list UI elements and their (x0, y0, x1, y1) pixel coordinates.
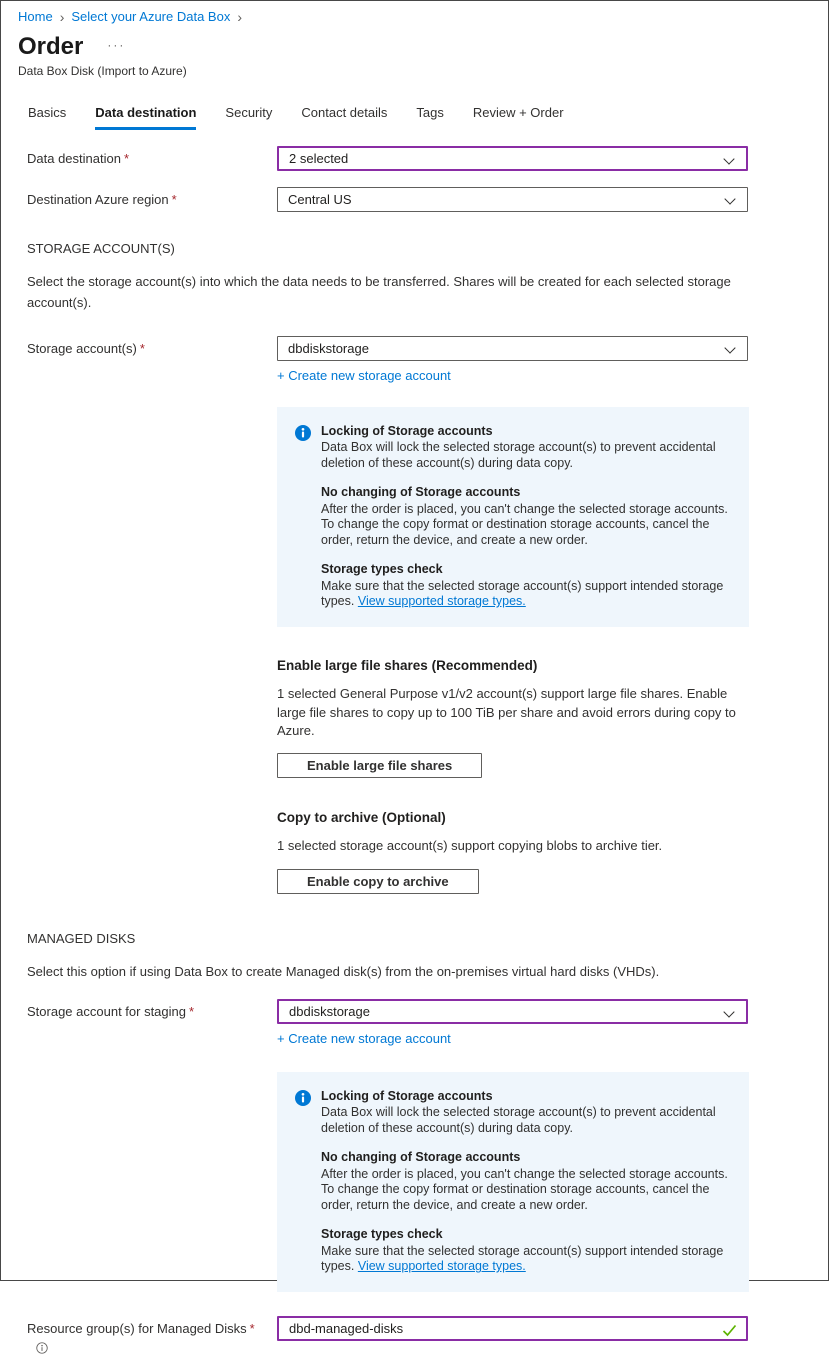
view-supported-storage-types-link[interactable]: View supported storage types. (357, 1259, 526, 1274)
chevron-down-icon (724, 193, 735, 204)
data-destination-row (27, 146, 802, 171)
create-storage-link-block (277, 1024, 751, 1048)
destination-region-label (27, 187, 277, 212)
tab-data-destination[interactable]: Data destination (95, 105, 196, 130)
managed-disks-section-heading: MANAGED DISKS (27, 930, 136, 946)
large-file-shares-heading: Enable large file shares (Recommended) (277, 658, 538, 674)
page-title: Order (18, 33, 84, 60)
info-section-title: Storage types check (321, 561, 443, 576)
field-label-text: Data destination (27, 151, 121, 166)
info-section-title: No changing of Storage accounts (321, 484, 521, 499)
info-section-title: Storage types check (321, 1226, 443, 1241)
resource-group-row (27, 1316, 802, 1357)
info-section-title: No changing of Storage accounts (321, 1149, 521, 1164)
required-asterisk: * (171, 192, 177, 207)
field-label-text: Storage account(s) (27, 340, 137, 356)
info-section-no-changing (321, 1150, 735, 1214)
copy-to-archive-heading: Copy to archive (Optional) (277, 810, 446, 826)
destination-region-row (27, 187, 802, 212)
info-section-body: After the order is placed, you can't change the selected storage accounts. To change the copy format or destination storage accounts, cancel the order, return the device, and create a new order. (321, 1166, 728, 1213)
staging-account-label (27, 999, 277, 1024)
info-icon (295, 1090, 311, 1111)
chevron-down-icon (724, 342, 735, 353)
info-section-body-text: Make sure that the selected storage account(s) support intended storage types. (321, 578, 724, 609)
info-section-body (321, 1244, 735, 1276)
storage-account-row (27, 336, 802, 361)
breadcrumb (1, 1, 828, 24)
destination-region-dropdown[interactable] (277, 187, 748, 212)
valid-check-icon (722, 1324, 737, 1340)
info-section-body-text: Make sure that the selected storage account(s) support intended storage types. (321, 1243, 724, 1274)
tab-basics[interactable]: Basics (28, 105, 67, 120)
info-section-body: After the order is placed, you can't change the selected storage accounts. To change the copy format or destination storage accounts, cancel the order, return the device, and create a new order. (321, 501, 728, 548)
enable-copy-to-archive-button[interactable]: Enable copy to archive (277, 869, 479, 894)
resource-group-label (27, 1316, 277, 1357)
info-section-storage-types (321, 562, 735, 610)
input-value: dbd-managed-disks (289, 1321, 404, 1337)
resource-group-info-icon[interactable] (36, 1342, 277, 1357)
managed-disks-section-description: Select this option if using Data Box to create Managed disk(s) from the on-premises virtual hard disks (VHDs). (27, 963, 660, 979)
dropdown-value: 2 selected (289, 151, 349, 166)
view-supported-storage-types-link[interactable]: View supported storage types. (357, 594, 526, 609)
storage-accounts-section-description: Select the storage account(s) into which the data needs to be transferred. Shares will be created for each selected storage account(s). (27, 274, 731, 310)
required-asterisk: * (139, 340, 145, 356)
field-label-text: Resource group(s) for Managed Disks (27, 1321, 247, 1337)
info-section-title: Locking of Storage accounts (321, 1088, 493, 1103)
ellipsis-menu-icon[interactable]: ··· (107, 38, 126, 52)
title-row (18, 33, 811, 61)
tab-review-order[interactable]: Review + Order (472, 105, 564, 120)
info-section-body: Data Box will lock the selected storage account(s) to prevent accidental deletion of these account(s) during data copy. (321, 1105, 716, 1136)
enable-large-file-shares-button[interactable]: Enable large file shares (277, 753, 482, 778)
info-icon (295, 425, 311, 446)
storage-accounts-section-heading: STORAGE ACCOUNT(S) (27, 241, 175, 256)
dropdown-value: Central US (288, 192, 352, 207)
resource-group-input[interactable] (277, 1316, 748, 1341)
chevron-down-icon (723, 1006, 734, 1017)
staging-account-row (27, 999, 802, 1024)
large-file-shares-description: 1 selected General Purpose v1/v2 account(s) support large file shares. Enable large file shares to copy up to 100 TiB per share and avoid errors during copy to Azure. (277, 686, 736, 738)
create-new-storage-account-link[interactable]: + Create new storage account (277, 367, 451, 383)
required-asterisk: * (249, 1321, 255, 1337)
create-storage-link-block (277, 361, 751, 385)
storage-account-label (27, 336, 277, 361)
storage-locking-info-box (277, 407, 749, 628)
chevron-down-icon (723, 153, 734, 164)
info-section-locking (321, 1089, 735, 1137)
field-label-text: Storage account for staging (27, 1003, 186, 1019)
dropdown-value: dbdiskstorage (289, 1003, 370, 1019)
info-box-content (321, 1089, 735, 1276)
info-section-body: Data Box will lock the selected storage account(s) to prevent accidental deletion of these account(s) during data copy. (321, 440, 716, 471)
breadcrumb-home[interactable]: Home (18, 9, 53, 24)
info-section-title: Locking of Storage accounts (321, 423, 493, 438)
tab-security[interactable]: Security (225, 105, 273, 120)
storage-account-dropdown[interactable] (277, 336, 748, 361)
tab-tags[interactable]: Tags (416, 105, 444, 120)
field-label-text: Destination Azure region (27, 192, 169, 207)
storage-locking-info-box (277, 1072, 749, 1293)
info-box-content (321, 424, 735, 611)
info-section-body (321, 579, 735, 611)
required-asterisk: * (123, 151, 130, 166)
data-destination-label (27, 146, 277, 171)
info-section-no-changing (321, 485, 735, 549)
dropdown-value: dbdiskstorage (288, 340, 369, 356)
required-asterisk: * (189, 1003, 195, 1019)
tab-contact-details[interactable]: Contact details (301, 105, 388, 120)
info-section-locking (321, 424, 735, 472)
page-subtitle: Data Box Disk (Import to Azure) (18, 64, 187, 78)
info-section-storage-types (321, 1227, 735, 1275)
data-destination-dropdown[interactable] (277, 146, 748, 171)
breadcrumb-separator-icon: › (59, 8, 65, 25)
data-destination-form (27, 146, 802, 1357)
staging-account-dropdown[interactable] (277, 999, 748, 1024)
create-new-storage-account-link[interactable]: + Create new storage account (277, 1030, 451, 1046)
breadcrumb-separator-icon: › (237, 8, 243, 25)
tab-bar (28, 105, 828, 130)
copy-to-archive-description: 1 selected storage account(s) support copying blobs to archive tier. (277, 838, 663, 854)
breadcrumb-select-azure-data-box[interactable]: Select your Azure Data Box (71, 9, 231, 24)
